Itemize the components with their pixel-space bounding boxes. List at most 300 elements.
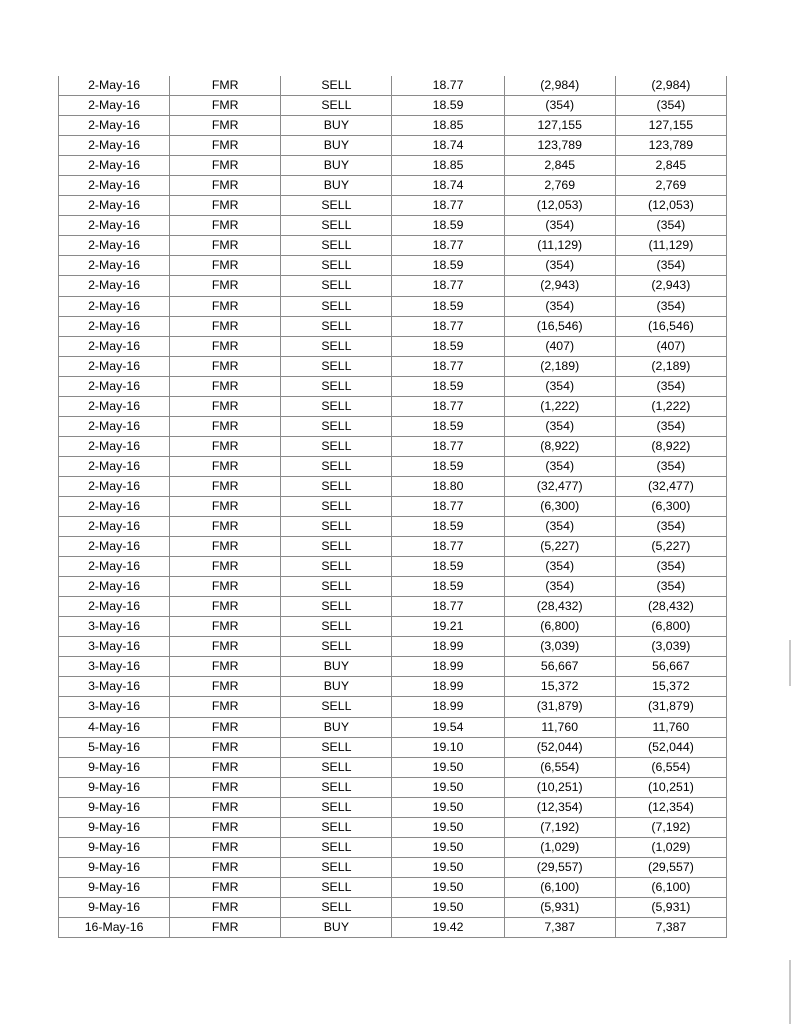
quantity-cell: 2,769 xyxy=(504,176,615,196)
table-row xyxy=(59,116,727,136)
table-row xyxy=(59,617,727,637)
trade-date-cell: 2-May-16 xyxy=(59,276,170,296)
fund-cell: FMR xyxy=(170,76,281,96)
position-change-cell: 2,845 xyxy=(615,156,726,176)
trade-date-cell: 2-May-16 xyxy=(59,316,170,336)
side-cell: BUY xyxy=(281,657,392,677)
side-cell: SELL xyxy=(281,597,392,617)
price-cell: 19.50 xyxy=(392,837,504,857)
price-cell: 18.77 xyxy=(392,597,504,617)
position-change-cell: 15,372 xyxy=(615,677,726,697)
table-row xyxy=(59,797,727,817)
quantity-cell: (354) xyxy=(504,517,615,537)
fund-cell: FMR xyxy=(170,156,281,176)
fund-cell: FMR xyxy=(170,496,281,516)
fund-cell: FMR xyxy=(170,356,281,376)
trade-date-cell: 2-May-16 xyxy=(59,597,170,617)
trade-date-cell: 16-May-16 xyxy=(59,917,170,937)
price-cell: 18.99 xyxy=(392,657,504,677)
side-cell: SELL xyxy=(281,376,392,396)
trade-date-cell: 2-May-16 xyxy=(59,476,170,496)
quantity-cell: 56,667 xyxy=(504,657,615,677)
fund-cell: FMR xyxy=(170,476,281,496)
price-cell: 18.99 xyxy=(392,697,504,717)
price-cell: 18.59 xyxy=(392,376,504,396)
price-cell: 18.85 xyxy=(392,116,504,136)
fund-cell: FMR xyxy=(170,236,281,256)
table-row xyxy=(59,216,727,236)
side-cell: SELL xyxy=(281,817,392,837)
position-change-cell: 11,760 xyxy=(615,717,726,737)
fund-cell: FMR xyxy=(170,316,281,336)
fund-cell: FMR xyxy=(170,637,281,657)
side-cell: SELL xyxy=(281,877,392,897)
side-cell: SELL xyxy=(281,256,392,276)
fund-cell: FMR xyxy=(170,757,281,777)
transactions-table-body xyxy=(59,76,727,938)
table-row xyxy=(59,476,727,496)
fund-cell: FMR xyxy=(170,96,281,116)
table-row xyxy=(59,537,727,557)
quantity-cell: (5,931) xyxy=(504,897,615,917)
side-cell: BUY xyxy=(281,717,392,737)
trade-date-cell: 4-May-16 xyxy=(59,717,170,737)
price-cell: 18.59 xyxy=(392,336,504,356)
side-cell: SELL xyxy=(281,236,392,256)
position-change-cell: (354) xyxy=(615,296,726,316)
trade-date-cell: 9-May-16 xyxy=(59,817,170,837)
position-change-cell: (354) xyxy=(615,517,726,537)
transactions-table xyxy=(58,76,727,938)
trade-date-cell: 2-May-16 xyxy=(59,436,170,456)
table-row xyxy=(59,96,727,116)
quantity-cell: (16,546) xyxy=(504,316,615,336)
side-cell: BUY xyxy=(281,176,392,196)
trade-date-cell: 2-May-16 xyxy=(59,136,170,156)
side-cell: SELL xyxy=(281,336,392,356)
side-cell: SELL xyxy=(281,897,392,917)
fund-cell: FMR xyxy=(170,456,281,476)
table-row xyxy=(59,336,727,356)
price-cell: 18.74 xyxy=(392,136,504,156)
quantity-cell: (29,557) xyxy=(504,857,615,877)
side-cell: SELL xyxy=(281,76,392,96)
table-row xyxy=(59,877,727,897)
trade-date-cell: 3-May-16 xyxy=(59,697,170,717)
quantity-cell: (6,100) xyxy=(504,877,615,897)
side-cell: SELL xyxy=(281,777,392,797)
quantity-cell: (354) xyxy=(504,416,615,436)
fund-cell: FMR xyxy=(170,737,281,757)
fund-cell: FMR xyxy=(170,777,281,797)
fund-cell: FMR xyxy=(170,917,281,937)
side-cell: SELL xyxy=(281,436,392,456)
position-change-cell: (354) xyxy=(615,256,726,276)
quantity-cell: (354) xyxy=(504,296,615,316)
fund-cell: FMR xyxy=(170,136,281,156)
side-cell: SELL xyxy=(281,557,392,577)
quantity-cell: 2,845 xyxy=(504,156,615,176)
quantity-cell: (1,029) xyxy=(504,837,615,857)
position-change-cell: 123,789 xyxy=(615,136,726,156)
fund-cell: FMR xyxy=(170,617,281,637)
position-change-cell: (354) xyxy=(615,376,726,396)
trade-date-cell: 2-May-16 xyxy=(59,256,170,276)
price-cell: 18.59 xyxy=(392,216,504,236)
quantity-cell: (11,129) xyxy=(504,236,615,256)
side-cell: BUY xyxy=(281,677,392,697)
price-cell: 18.59 xyxy=(392,456,504,476)
trade-date-cell: 3-May-16 xyxy=(59,677,170,697)
table-row xyxy=(59,76,727,96)
position-change-cell: (6,800) xyxy=(615,617,726,637)
side-cell: SELL xyxy=(281,537,392,557)
position-change-cell: (28,432) xyxy=(615,597,726,617)
trade-date-cell: 2-May-16 xyxy=(59,557,170,577)
trade-date-cell: 2-May-16 xyxy=(59,176,170,196)
fund-cell: FMR xyxy=(170,797,281,817)
fund-cell: FMR xyxy=(170,176,281,196)
trade-date-cell: 2-May-16 xyxy=(59,96,170,116)
price-cell: 18.77 xyxy=(392,316,504,336)
price-cell: 18.59 xyxy=(392,256,504,276)
trade-date-cell: 2-May-16 xyxy=(59,156,170,176)
quantity-cell: (5,227) xyxy=(504,537,615,557)
side-cell: SELL xyxy=(281,617,392,637)
quantity-cell: (3,039) xyxy=(504,637,615,657)
table-row xyxy=(59,657,727,677)
side-cell: SELL xyxy=(281,837,392,857)
price-cell: 18.85 xyxy=(392,156,504,176)
trade-date-cell: 2-May-16 xyxy=(59,537,170,557)
quantity-cell: (31,879) xyxy=(504,697,615,717)
quantity-cell: (28,432) xyxy=(504,597,615,617)
position-change-cell: (354) xyxy=(615,416,726,436)
quantity-cell: (407) xyxy=(504,336,615,356)
fund-cell: FMR xyxy=(170,537,281,557)
table-row xyxy=(59,737,727,757)
trade-date-cell: 2-May-16 xyxy=(59,76,170,96)
side-cell: SELL xyxy=(281,496,392,516)
side-cell: SELL xyxy=(281,637,392,657)
side-cell: SELL xyxy=(281,356,392,376)
side-cell: SELL xyxy=(281,517,392,537)
position-change-cell: (8,922) xyxy=(615,436,726,456)
position-change-cell: (11,129) xyxy=(615,236,726,256)
price-cell: 18.99 xyxy=(392,677,504,697)
quantity-cell: (6,554) xyxy=(504,757,615,777)
quantity-cell: 7,387 xyxy=(504,917,615,937)
fund-cell: FMR xyxy=(170,336,281,356)
position-change-cell: (10,251) xyxy=(615,777,726,797)
side-cell: SELL xyxy=(281,757,392,777)
table-row xyxy=(59,456,727,476)
price-cell: 18.77 xyxy=(392,496,504,516)
table-row xyxy=(59,557,727,577)
trade-date-cell: 2-May-16 xyxy=(59,296,170,316)
side-cell: SELL xyxy=(281,857,392,877)
side-cell: SELL xyxy=(281,396,392,416)
fund-cell: FMR xyxy=(170,897,281,917)
fund-cell: FMR xyxy=(170,877,281,897)
position-change-cell: (32,477) xyxy=(615,476,726,496)
position-change-cell: (354) xyxy=(615,577,726,597)
trade-date-cell: 5-May-16 xyxy=(59,737,170,757)
price-cell: 19.50 xyxy=(392,877,504,897)
table-row xyxy=(59,376,727,396)
position-change-cell: (2,984) xyxy=(615,76,726,96)
position-change-cell: 2,769 xyxy=(615,176,726,196)
fund-cell: FMR xyxy=(170,577,281,597)
trade-date-cell: 2-May-16 xyxy=(59,517,170,537)
table-row xyxy=(59,176,727,196)
price-cell: 19.50 xyxy=(392,777,504,797)
side-cell: BUY xyxy=(281,156,392,176)
side-cell: SELL xyxy=(281,416,392,436)
price-cell: 19.50 xyxy=(392,897,504,917)
fund-cell: FMR xyxy=(170,256,281,276)
trade-date-cell: 3-May-16 xyxy=(59,657,170,677)
quantity-cell: 11,760 xyxy=(504,717,615,737)
price-cell: 19.21 xyxy=(392,617,504,637)
fund-cell: FMR xyxy=(170,837,281,857)
price-cell: 18.77 xyxy=(392,196,504,216)
position-change-cell: (2,943) xyxy=(615,276,726,296)
position-change-cell: (16,546) xyxy=(615,316,726,336)
price-cell: 18.77 xyxy=(392,236,504,256)
trade-date-cell: 9-May-16 xyxy=(59,877,170,897)
trade-date-cell: 2-May-16 xyxy=(59,376,170,396)
trade-date-cell: 2-May-16 xyxy=(59,496,170,516)
price-cell: 18.59 xyxy=(392,517,504,537)
table-row xyxy=(59,917,727,937)
price-cell: 19.50 xyxy=(392,757,504,777)
price-cell: 18.77 xyxy=(392,76,504,96)
side-cell: SELL xyxy=(281,737,392,757)
side-cell: SELL xyxy=(281,296,392,316)
position-change-cell: (354) xyxy=(615,96,726,116)
table-row xyxy=(59,296,727,316)
trade-date-cell: 9-May-16 xyxy=(59,777,170,797)
side-cell: BUY xyxy=(281,917,392,937)
quantity-cell: (354) xyxy=(504,456,615,476)
quantity-cell: (8,922) xyxy=(504,436,615,456)
price-cell: 18.77 xyxy=(392,356,504,376)
position-change-cell: (12,354) xyxy=(615,797,726,817)
table-row xyxy=(59,316,727,336)
trade-date-cell: 2-May-16 xyxy=(59,236,170,256)
fund-cell: FMR xyxy=(170,697,281,717)
quantity-cell: (354) xyxy=(504,216,615,236)
table-row xyxy=(59,577,727,597)
trade-date-cell: 2-May-16 xyxy=(59,216,170,236)
table-row xyxy=(59,196,727,216)
table-row xyxy=(59,436,727,456)
position-change-cell: (7,192) xyxy=(615,817,726,837)
quantity-cell: (12,053) xyxy=(504,196,615,216)
table-row xyxy=(59,236,727,256)
quantity-cell: (52,044) xyxy=(504,737,615,757)
position-change-cell: (1,222) xyxy=(615,396,726,416)
price-cell: 18.77 xyxy=(392,276,504,296)
fund-cell: FMR xyxy=(170,517,281,537)
position-change-cell: 56,667 xyxy=(615,657,726,677)
quantity-cell: (6,300) xyxy=(504,496,615,516)
side-cell: SELL xyxy=(281,276,392,296)
price-cell: 18.77 xyxy=(392,396,504,416)
quantity-cell: (2,189) xyxy=(504,356,615,376)
quantity-cell: 15,372 xyxy=(504,677,615,697)
trade-date-cell: 9-May-16 xyxy=(59,757,170,777)
table-row xyxy=(59,697,727,717)
position-change-cell: (6,554) xyxy=(615,757,726,777)
table-row xyxy=(59,496,727,516)
position-change-cell: (6,300) xyxy=(615,496,726,516)
fund-cell: FMR xyxy=(170,416,281,436)
table-row xyxy=(59,156,727,176)
position-change-cell: (5,931) xyxy=(615,897,726,917)
fund-cell: FMR xyxy=(170,817,281,837)
side-cell: SELL xyxy=(281,316,392,336)
price-cell: 18.74 xyxy=(392,176,504,196)
table-row xyxy=(59,677,727,697)
quantity-cell: (10,251) xyxy=(504,777,615,797)
fund-cell: FMR xyxy=(170,657,281,677)
position-change-cell: (12,053) xyxy=(615,196,726,216)
table-row xyxy=(59,817,727,837)
trade-date-cell: 2-May-16 xyxy=(59,356,170,376)
quantity-cell: (2,984) xyxy=(504,76,615,96)
quantity-cell: (32,477) xyxy=(504,476,615,496)
trade-date-cell: 9-May-16 xyxy=(59,857,170,877)
trade-date-cell: 3-May-16 xyxy=(59,637,170,657)
quantity-cell: (354) xyxy=(504,256,615,276)
quantity-cell: 127,155 xyxy=(504,116,615,136)
price-cell: 19.50 xyxy=(392,797,504,817)
trade-date-cell: 2-May-16 xyxy=(59,336,170,356)
side-cell: SELL xyxy=(281,196,392,216)
trade-date-cell: 9-May-16 xyxy=(59,897,170,917)
price-cell: 18.59 xyxy=(392,577,504,597)
price-cell: 18.59 xyxy=(392,96,504,116)
trade-date-cell: 9-May-16 xyxy=(59,837,170,857)
table-row xyxy=(59,597,727,617)
trade-date-cell: 2-May-16 xyxy=(59,456,170,476)
fund-cell: FMR xyxy=(170,597,281,617)
fund-cell: FMR xyxy=(170,296,281,316)
position-change-cell: (31,879) xyxy=(615,697,726,717)
position-change-cell: 7,387 xyxy=(615,917,726,937)
table-row xyxy=(59,416,727,436)
price-cell: 18.77 xyxy=(392,537,504,557)
price-cell: 19.50 xyxy=(392,857,504,877)
quantity-cell: (354) xyxy=(504,557,615,577)
fund-cell: FMR xyxy=(170,677,281,697)
price-cell: 19.54 xyxy=(392,717,504,737)
table-row xyxy=(59,757,727,777)
fund-cell: FMR xyxy=(170,196,281,216)
trade-date-cell: 2-May-16 xyxy=(59,116,170,136)
position-change-cell: (354) xyxy=(615,456,726,476)
fund-cell: FMR xyxy=(170,276,281,296)
position-change-cell: (1,029) xyxy=(615,837,726,857)
position-change-cell: (2,189) xyxy=(615,356,726,376)
fund-cell: FMR xyxy=(170,557,281,577)
price-cell: 19.42 xyxy=(392,917,504,937)
price-cell: 18.59 xyxy=(392,296,504,316)
trade-date-cell: 2-May-16 xyxy=(59,196,170,216)
price-cell: 18.59 xyxy=(392,557,504,577)
trade-date-cell: 9-May-16 xyxy=(59,797,170,817)
table-row xyxy=(59,837,727,857)
price-cell: 18.77 xyxy=(392,436,504,456)
position-change-cell: (407) xyxy=(615,336,726,356)
side-cell: SELL xyxy=(281,216,392,236)
fund-cell: FMR xyxy=(170,396,281,416)
table-row xyxy=(59,897,727,917)
quantity-cell: (354) xyxy=(504,376,615,396)
table-row xyxy=(59,256,727,276)
position-change-cell: (52,044) xyxy=(615,737,726,757)
fund-cell: FMR xyxy=(170,216,281,236)
quantity-cell: (354) xyxy=(504,96,615,116)
side-cell: BUY xyxy=(281,116,392,136)
side-cell: SELL xyxy=(281,697,392,717)
table-row xyxy=(59,136,727,156)
table-row xyxy=(59,356,727,376)
table-row xyxy=(59,717,727,737)
side-cell: SELL xyxy=(281,96,392,116)
position-change-cell: (5,227) xyxy=(615,537,726,557)
position-change-cell: (3,039) xyxy=(615,637,726,657)
side-cell: SELL xyxy=(281,456,392,476)
price-cell: 18.59 xyxy=(392,416,504,436)
price-cell: 19.10 xyxy=(392,737,504,757)
position-change-cell: 127,155 xyxy=(615,116,726,136)
trade-date-cell: 2-May-16 xyxy=(59,416,170,436)
table-row xyxy=(59,777,727,797)
price-cell: 19.50 xyxy=(392,817,504,837)
quantity-cell: (2,943) xyxy=(504,276,615,296)
position-change-cell: (29,557) xyxy=(615,857,726,877)
table-row xyxy=(59,637,727,657)
quantity-cell: (7,192) xyxy=(504,817,615,837)
quantity-cell: (1,222) xyxy=(504,396,615,416)
trade-date-cell: 3-May-16 xyxy=(59,617,170,637)
fund-cell: FMR xyxy=(170,857,281,877)
position-change-cell: (354) xyxy=(615,557,726,577)
side-cell: SELL xyxy=(281,476,392,496)
quantity-cell: (6,800) xyxy=(504,617,615,637)
side-cell: SELL xyxy=(281,797,392,817)
quantity-cell: (12,354) xyxy=(504,797,615,817)
table-row xyxy=(59,857,727,877)
quantity-cell: 123,789 xyxy=(504,136,615,156)
fund-cell: FMR xyxy=(170,116,281,136)
position-change-cell: (6,100) xyxy=(615,877,726,897)
position-change-cell: (354) xyxy=(615,216,726,236)
fund-cell: FMR xyxy=(170,376,281,396)
quantity-cell: (354) xyxy=(504,577,615,597)
table-row xyxy=(59,276,727,296)
trade-date-cell: 2-May-16 xyxy=(59,396,170,416)
fund-cell: FMR xyxy=(170,717,281,737)
fund-cell: FMR xyxy=(170,436,281,456)
side-cell: SELL xyxy=(281,577,392,597)
table-row xyxy=(59,517,727,537)
table-row xyxy=(59,396,727,416)
trade-date-cell: 2-May-16 xyxy=(59,577,170,597)
